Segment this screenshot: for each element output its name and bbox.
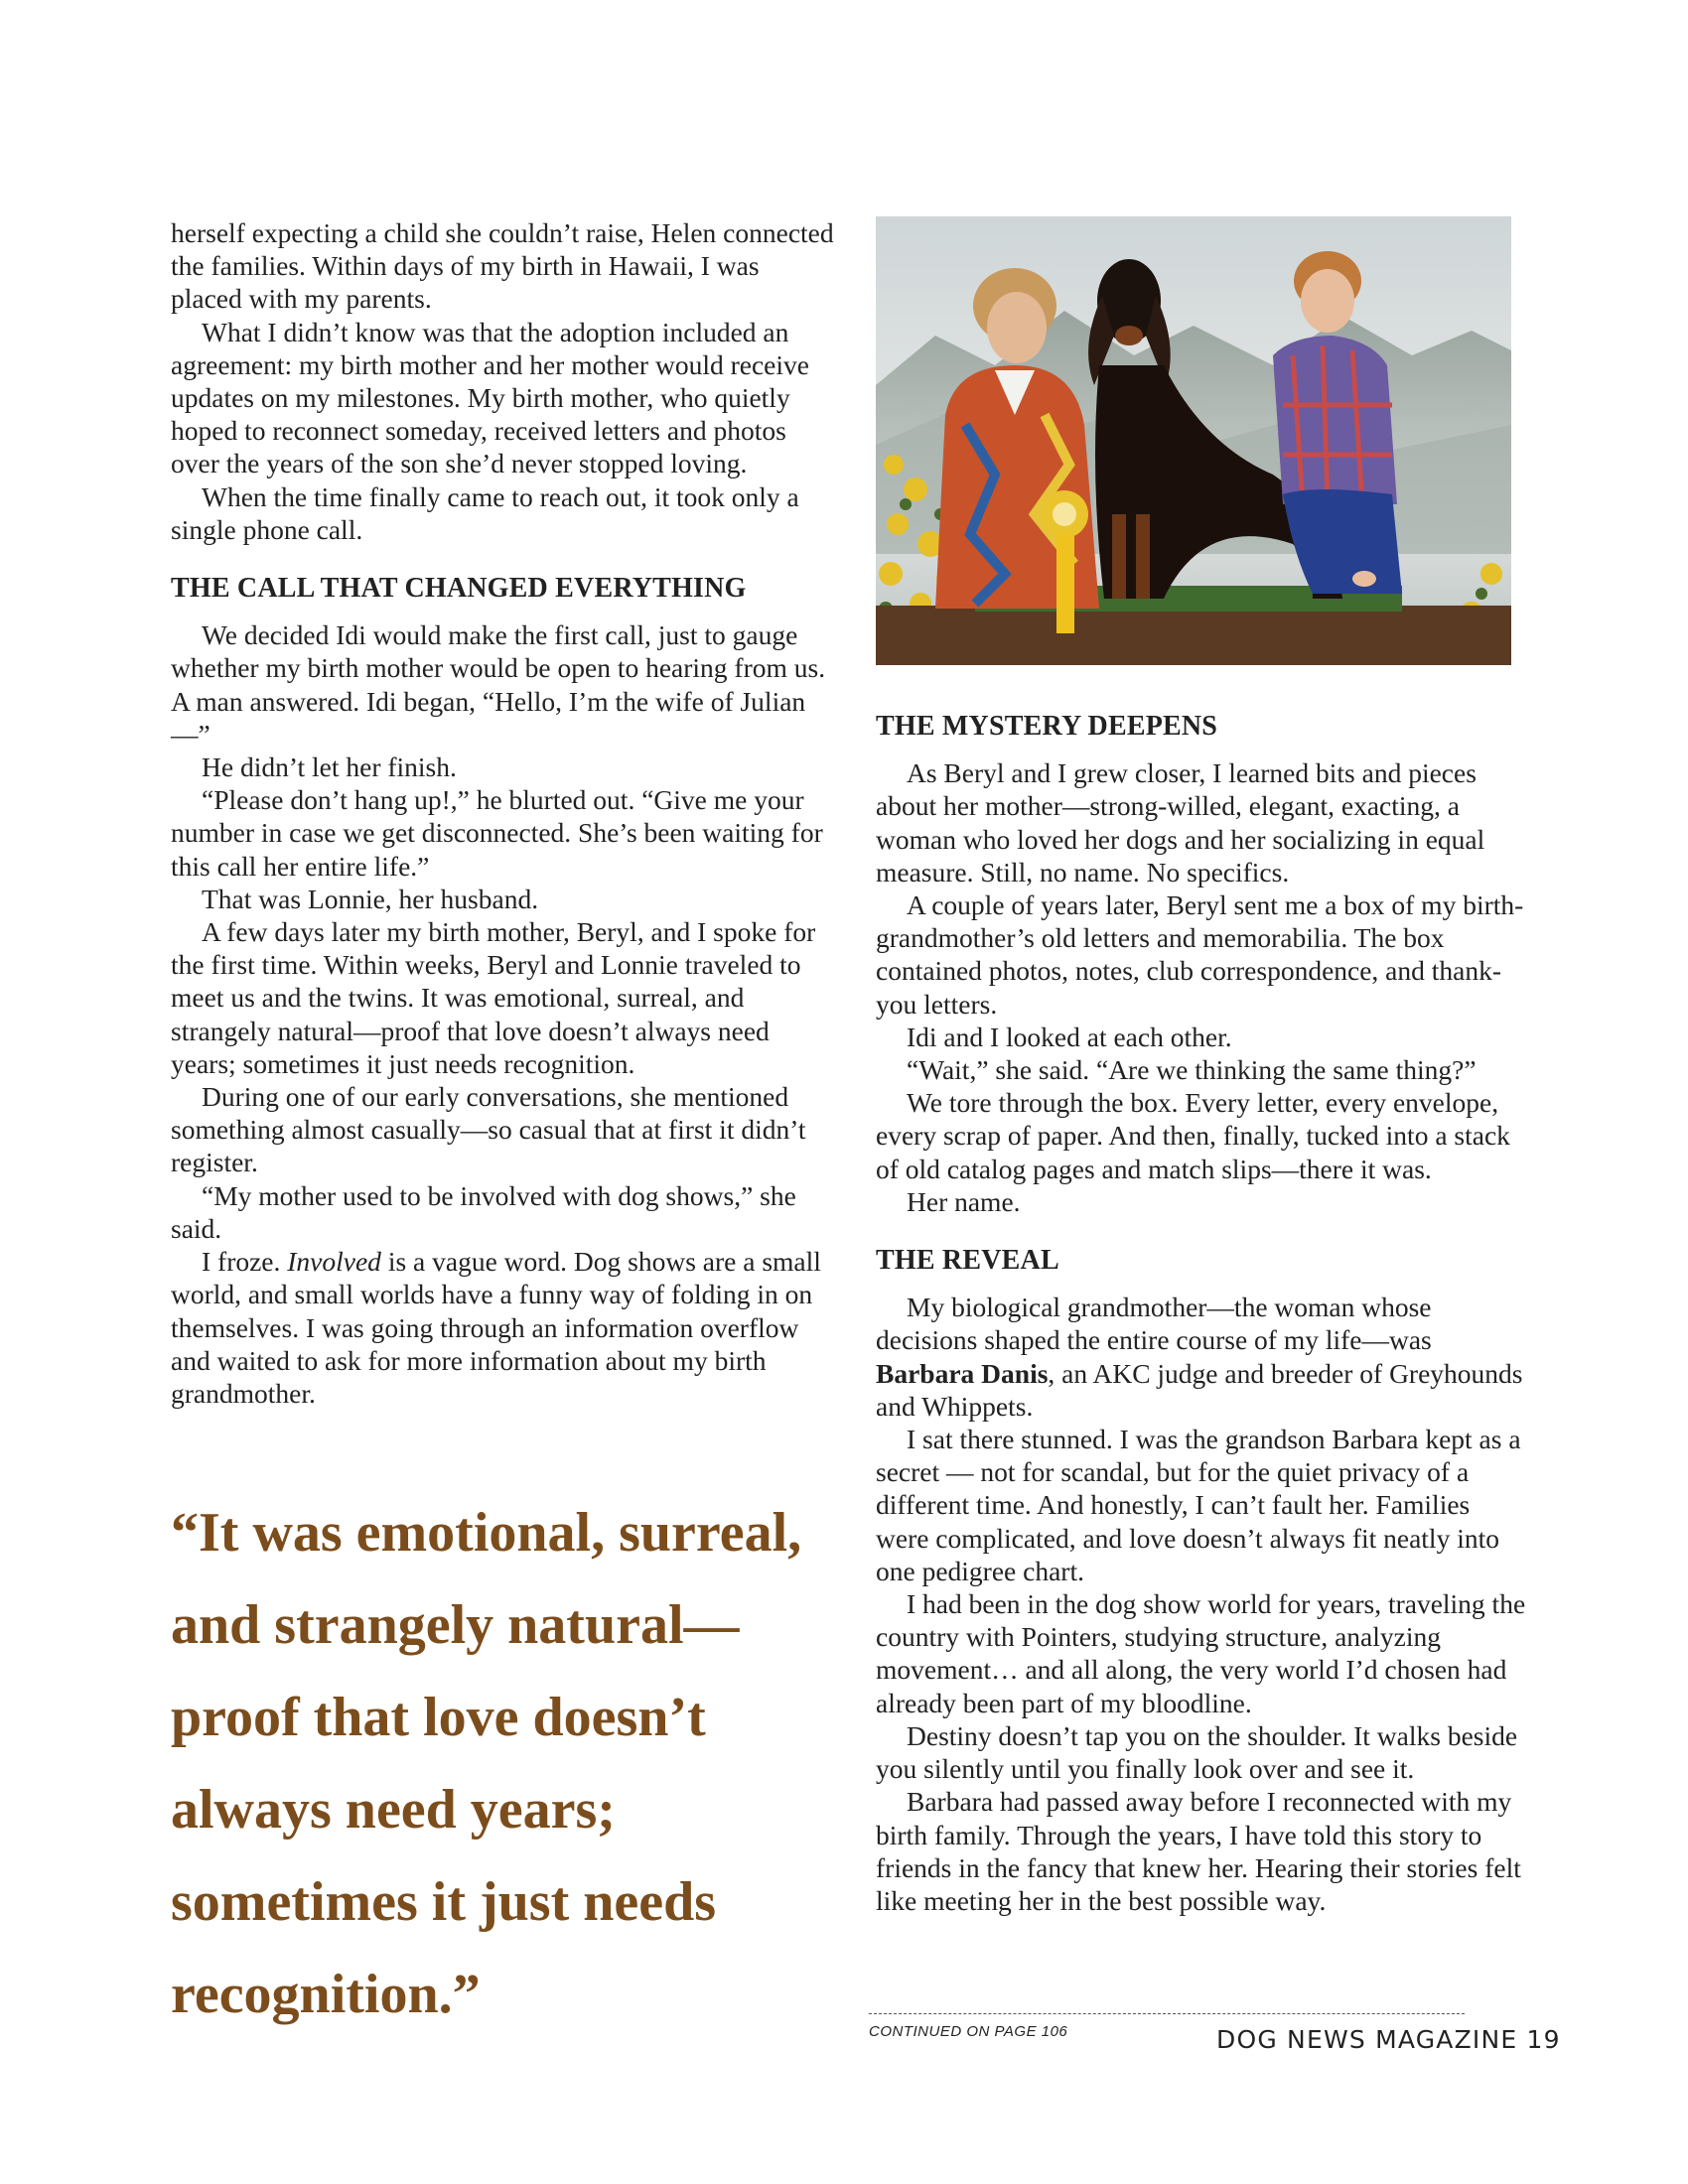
body-paragraph: I had been in the dog show world for years, traveling the country with Pointers, studying structure, analyzing movement… and all along, the very world I’d chosen had already been part of my bloodline. bbox=[876, 1588, 1526, 1718]
body-paragraph: We tore through the box. Every letter, every envelope, every scrap of paper. And then, finally, tucked into a stack of old catalog pages and match slips—there it was. bbox=[876, 1087, 1510, 1184]
text-run: , an AKC judge and breeder of Greyhounds and Whippets. bbox=[876, 1357, 1523, 1422]
body-paragraph: herself expecting a child she couldn’t raise, Helen connected the families. Within days of my birth in Hawaii, I was placed with my parents. bbox=[171, 217, 834, 315]
body-paragraph: During one of our early conversations, she mentioned something almost casually—so casual that at first it didn’t register. bbox=[171, 1081, 806, 1178]
body-paragraph: He didn’t let her finish. bbox=[202, 751, 457, 783]
body-paragraph bbox=[876, 1291, 1526, 1423]
body-paragraph: Destiny doesn’t tap you on the shoulder. It walks beside you silently until you finally look over and see it. bbox=[876, 1719, 1518, 1785]
body-paragraph: Barbara had passed away before I reconnected with my birth family. Through the years, I have told this story to friends in the fancy that knew her. Hearing their stories felt like meeting her in the best possible way. bbox=[876, 1786, 1521, 1916]
body-paragraph: Idi and I looked at each other. bbox=[907, 1021, 1232, 1052]
text-run: is a vague word. Dog shows are a small world, and small worlds have a funny way of folding in on themselves. I was going through an information overflow and waited to ask for more information about my birth grandmother. bbox=[171, 1246, 821, 1409]
left-column bbox=[171, 216, 836, 1410]
body-paragraph: “Please don’t hang up!,” he blurted out. “Give me your number in case we get disconnected. She’s been waiting for this call her entire life.” bbox=[171, 784, 823, 882]
page-folio: DOG NEWS MAGAZINE 19 bbox=[1216, 2025, 1561, 2054]
body-paragraph: A couple of years later, Beryl sent me a box of my birth-grandmother’s old letters and memorabilia. The box contained photos, notes, club correspondence, and thank-you letters. bbox=[876, 889, 1524, 1020]
body-paragraph: “My mother used to be involved with dog shows,” she said. bbox=[171, 1179, 796, 1244]
body-paragraph bbox=[171, 1245, 836, 1410]
section-heading: THE CALL THAT CHANGED EVERYTHING bbox=[171, 573, 747, 605]
bold-name: Barbara Danis bbox=[876, 1357, 1049, 1389]
right-column bbox=[876, 710, 1526, 1917]
body-paragraph: “Wait,” she said. “Are we thinking the same thing?” bbox=[907, 1054, 1477, 1086]
pull-quote: “It was emotional, surreal, and strangely natural—proof that love doesn’t always need years; sometimes it just needs recognition.” bbox=[171, 1502, 802, 2025]
section-heading: THE MYSTERY DEEPENS bbox=[876, 711, 1218, 742]
emphasis-text: Involved bbox=[287, 1246, 381, 1278]
footer-divider bbox=[869, 2013, 1465, 2014]
body-paragraph: When the time finally came to reach out, it took only a single phone call. bbox=[171, 480, 799, 545]
body-paragraph: What I didn’t know was that the adoption included an agreement: my birth mother and her mother would receive updates on my milestones. My birth mother, who quietly hoped to reconnect someday, received letters and photos over the years of the son she’d never stopped loving. bbox=[171, 316, 809, 479]
body-paragraph: We decided Idi would make the first call, just to gauge whether my birth mother would be open to hearing from us. A man answered. Idi began, “Hello, I’m the wife of Julian—” bbox=[171, 619, 826, 750]
dog-show-photo bbox=[876, 216, 1511, 665]
body-paragraph: A few days later my birth mother, Beryl, and I spoke for the first time. Within weeks, Beryl and Lonnie traveled to meet us and the twins. It was emotional, surreal, and strangely natural—proof that love doesn’t always need years; sometimes it just needs recognition. bbox=[171, 916, 816, 1079]
section-heading: THE REVEAL bbox=[876, 1245, 1059, 1277]
continued-note: CONTINUED ON PAGE 106 bbox=[869, 2023, 1068, 2040]
body-paragraph: Her name. bbox=[907, 1185, 1021, 1217]
text-run: I froze. bbox=[202, 1246, 288, 1278]
body-paragraph: That was Lonnie, her husband. bbox=[202, 883, 539, 914]
body-paragraph: As Beryl and I grew closer, I learned bits and pieces about her mother—strong-willed, elegant, exacting, a woman who loved her dogs and her socializing in equal measure. Still, no name. No specifics. bbox=[876, 757, 1485, 887]
body-paragraph: I sat there stunned. I was the grandson Barbara kept as a secret — not for scandal, but for the quiet privacy of a different time. And honestly, I can’t fault her. Families were complicated, and love doesn’t always fit neatly into one pedigree chart. bbox=[876, 1424, 1521, 1586]
text-run: My biological grandmother—the woman whose decisions shaped the entire course of my life—was bbox=[876, 1292, 1432, 1356]
